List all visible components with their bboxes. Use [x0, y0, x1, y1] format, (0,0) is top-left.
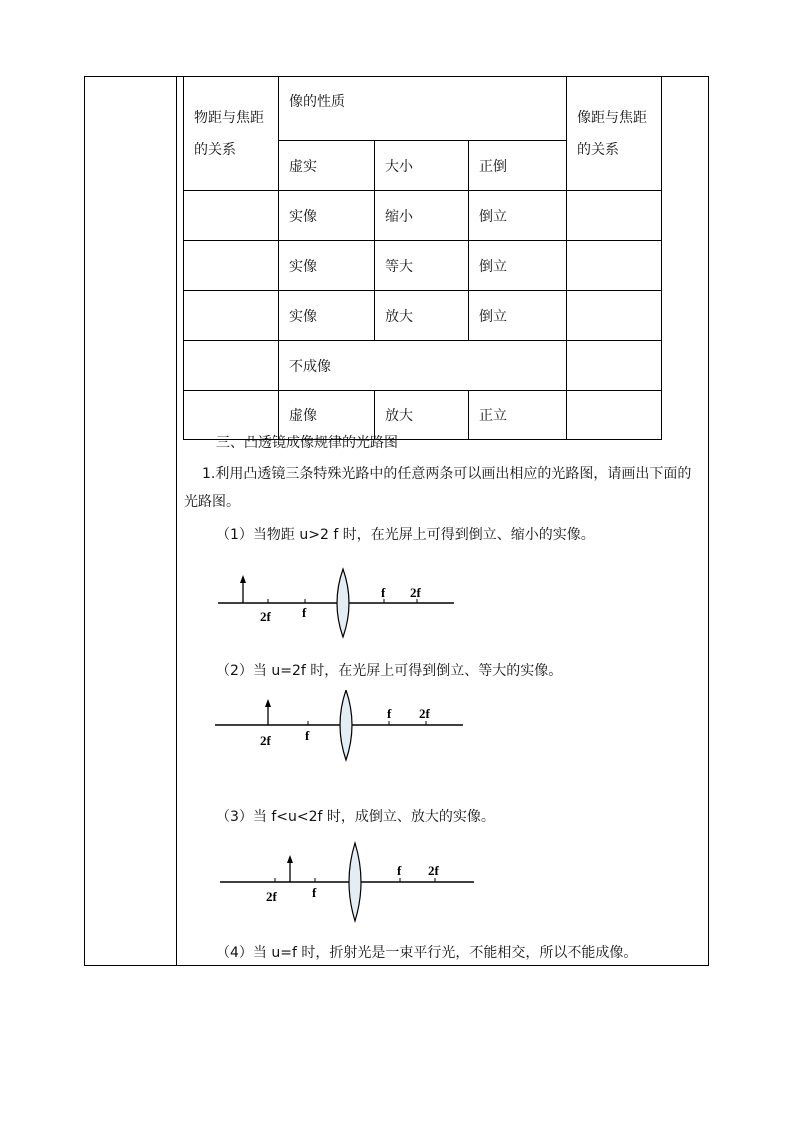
ray-diagram-2: [210, 690, 470, 772]
label-f-right: f: [387, 706, 392, 721]
label-f-right: f: [381, 585, 386, 600]
label-f-left: f: [312, 885, 317, 900]
convex-lens: [337, 569, 349, 637]
subheader-size: 大小: [375, 141, 469, 191]
arrow-head: [287, 855, 293, 863]
arrow-head: [240, 575, 246, 583]
label-2f-left: 2f: [266, 889, 277, 904]
ray-diagram-3: [215, 838, 480, 926]
table-cell: [567, 341, 662, 391]
case-2-text: （2）当 u=2f 时，在光屏上可得到倒立、等大的实像。: [216, 663, 563, 679]
table-cell: 实像: [279, 191, 375, 241]
label-f-right: f: [397, 863, 402, 878]
table-cell: [567, 391, 662, 440]
label-2f-right: 2f: [428, 863, 439, 878]
convex-lens: [340, 690, 352, 760]
table-cell: [184, 241, 279, 291]
case-3-text: （3）当 f<u<2f 时，成倒立、放大的实像。: [216, 809, 495, 825]
subheader-orientation: 正倒: [469, 141, 567, 191]
table-cell: [567, 291, 662, 341]
table-row: [184, 291, 662, 341]
table-cell: [184, 191, 279, 241]
label-2f-right: 2f: [419, 706, 430, 721]
header-image-distance: 像距与焦距的关系: [567, 77, 662, 191]
table-cell: 虚像: [279, 391, 375, 440]
table-cell: 放大: [375, 291, 469, 341]
table-cell: 缩小: [375, 191, 469, 241]
table-cell: [567, 241, 662, 291]
header-object-distance: 物距与焦距的关系: [184, 77, 279, 191]
image-properties-table: [183, 76, 662, 440]
section-heading: 三、凸透镜成像规律的光路图: [216, 435, 398, 451]
table-row: [184, 341, 662, 391]
table-row: [184, 241, 662, 291]
table-row: [184, 191, 662, 241]
table-cell: 实像: [279, 241, 375, 291]
intro-paragraph: 1.利用凸透镜三条特殊光路中的任意两条可以画出相应的光路图，请画出下面的光路图。: [184, 466, 692, 510]
table-cell: [184, 291, 279, 341]
label-2f-right: 2f: [410, 585, 421, 600]
label-f-left: f: [305, 728, 310, 743]
table-cell: 正立: [469, 391, 567, 440]
convex-lens: [349, 843, 361, 921]
label-2f-left: 2f: [260, 609, 271, 624]
table-cell: [567, 191, 662, 241]
subheader-real-virtual: 虚实: [279, 141, 375, 191]
table-cell: 倒立: [469, 191, 567, 241]
case-4-text: （4）当 u=f 时，折射光是一束平行光，不能相交，所以不能成像。: [216, 945, 638, 961]
label-2f-left: 2f: [260, 733, 271, 748]
arrow-head: [265, 699, 271, 707]
table-cell: 倒立: [469, 291, 567, 341]
table-cell: [184, 341, 279, 391]
table-cell: 不成像: [279, 341, 567, 391]
table-cell: 放大: [375, 391, 469, 440]
table-cell: 实像: [279, 291, 375, 341]
header-image-nature: 像的性质: [279, 77, 567, 141]
label-f-left: f: [302, 605, 307, 620]
table-cell: 等大: [375, 241, 469, 291]
table-cell: 倒立: [469, 241, 567, 291]
case-1-text: （1）当物距 u>2 f 时，在光屏上可得到倒立、缩小的实像。: [216, 527, 595, 543]
ray-diagram-1: [210, 560, 470, 642]
column-divider: [176, 76, 177, 966]
